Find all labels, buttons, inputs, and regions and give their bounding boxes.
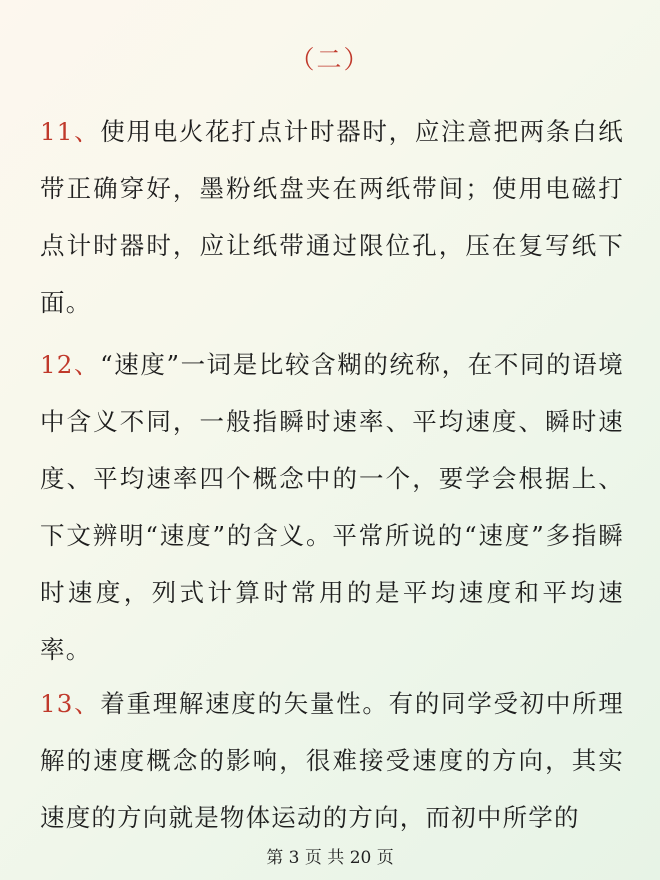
item-number: 13、	[40, 689, 101, 718]
item-text: “速度”一词是比较含糊的统称，在不同的语境中含义不同，一般指瞬时速率、平均速度、瞬时速度、平均速率四个概念中的一个，要学会根据上、下文辨明“速度”的含义。平常所说的“速度”多指瞬时速度，列式计算时常用的是平均速度和平均速率。	[40, 350, 624, 664]
list-item-13	[40, 675, 624, 846]
item-number: 12、	[40, 350, 101, 379]
list-item-11	[40, 103, 624, 331]
page-footer	[0, 846, 660, 870]
section-title: （二）	[289, 45, 371, 74]
item-number: 11、	[40, 117, 101, 146]
item-text: 着重理解速度的矢量性。有的同学受初中所理解的速度概念的影响，很难接受速度的方向，其实速度的方向就是物体运动的方向，而初中所学的	[40, 689, 624, 832]
page-number-label: 第 3 页 共 20 页	[266, 848, 394, 868]
list-item-12	[40, 336, 624, 678]
item-text: 使用电火花打点计时器时，应注意把两条白纸带正确穿好，墨粉纸盘夹在两纸带间；使用电磁打点计时器时，应让纸带通过限位孔，压在复写纸下面。	[40, 117, 624, 317]
